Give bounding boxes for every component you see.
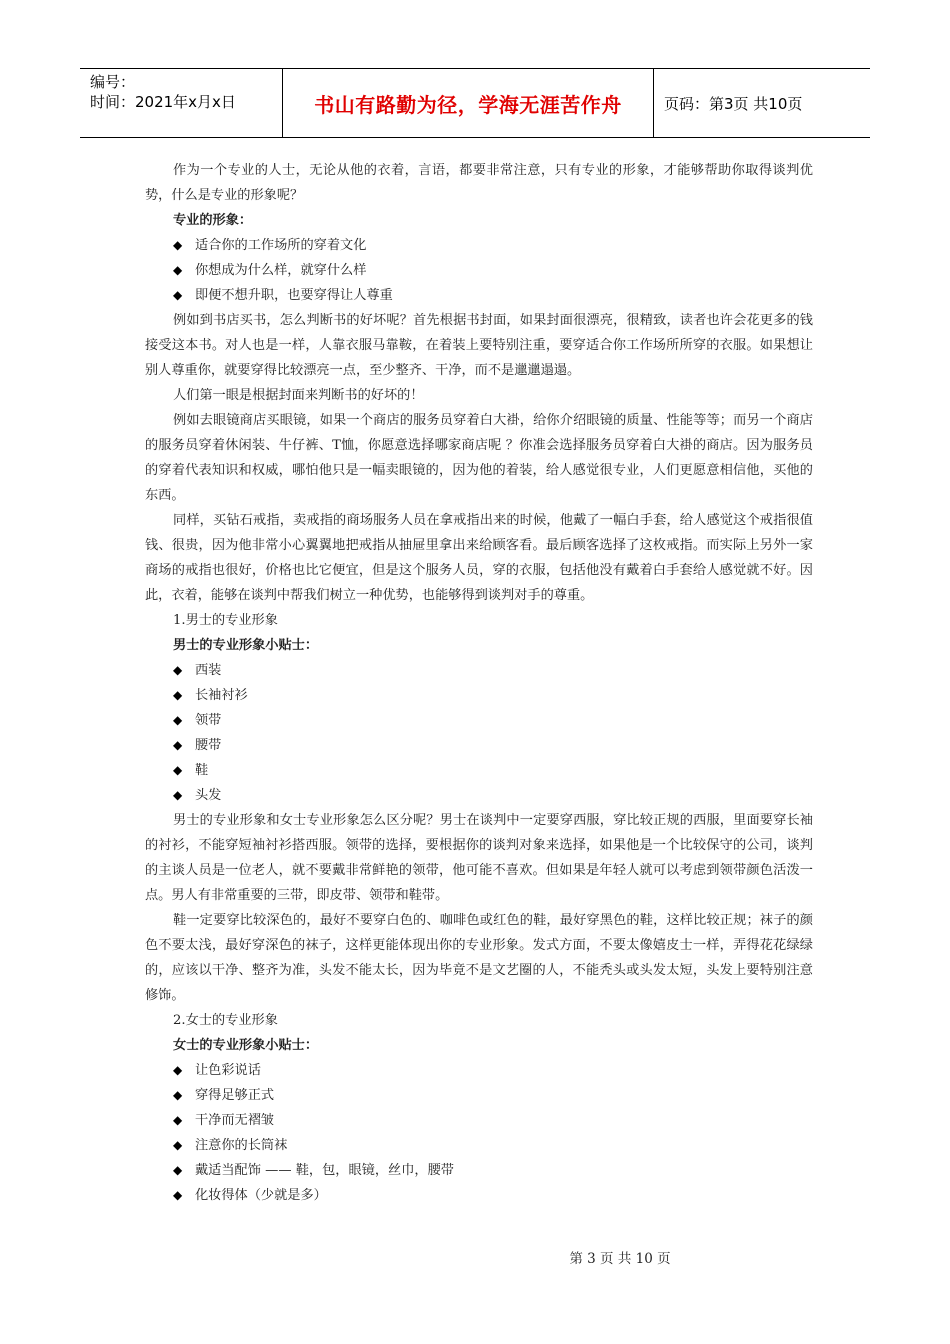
document-time-label: 时间：2021年x月x日	[90, 93, 236, 111]
page-footer: 第 3 页 共 10 页	[569, 1251, 671, 1267]
list-item	[145, 1183, 813, 1208]
bullet-diamond-icon: ◆	[173, 788, 183, 802]
list-item-text: 戴适当配饰 —— 鞋，包，眼镜，丝巾，腰带	[195, 1163, 454, 1178]
page-header	[80, 68, 870, 138]
list-item	[145, 1058, 813, 1083]
paragraph-bookstore: 例如到书店买书，怎么判断书的好坏呢？首先根据书封面，如果封面很漂亮，很精致，读者也许会花更多的钱接受这本书。对人也是一样，人靠衣服马靠鞍，在着装上要特别注重，要穿适合你工作场所所穿的衣服。如果想让别人尊重你，就要穿得比较漂亮一点，至少整齐、干净，而不是邋邋遢遢。	[145, 313, 813, 378]
paragraph-intro: 作为一个专业的人士，无论从他的衣着，言语，都要非常注意，只有专业的形象，才能够帮助你取得谈判优势，什么是专业的形象呢？	[145, 163, 813, 203]
paragraph-diamond-ring: 同样，买钻石戒指，卖戒指的商场服务人员在拿戒指出来的时候，他戴了一幅白手套，给人感觉这个戒指很值钱、很贵，因为他非常小心翼翼地把戒指从抽屉里拿出来给顾客看。最后顾客选择了这枚戒指。而实际上另外一家商场的戒指也很好，价格也比它便宜，但是这个服务人员，穿的衣服，包括他没有戴着白手套给人感觉就不好。因此，衣着，能够在谈判中帮我们树立一种优势，也能够得到谈判对手的尊重。	[145, 513, 813, 603]
bullet-diamond-icon: ◆	[173, 663, 183, 677]
pro-image-title: 专业的形象：	[173, 213, 253, 228]
list-item	[145, 233, 813, 258]
header-motto-cell	[283, 69, 654, 137]
list-item	[145, 1108, 813, 1133]
bullet-diamond-icon: ◆	[173, 1063, 183, 1077]
list-item	[145, 733, 813, 758]
list-item-text: 穿得足够正式	[195, 1088, 275, 1103]
list-item-text: 长袖衬衫	[195, 688, 248, 703]
men-section-heading: 1.男士的专业形象	[173, 613, 278, 628]
list-item	[145, 658, 813, 683]
header-page-cell	[654, 69, 870, 137]
list-item-text: 干净而无褶皱	[195, 1113, 275, 1128]
women-tips-title: 女士的专业形象小贴士：	[173, 1038, 319, 1053]
list-item-text: 你想成为什么样，就穿什么样	[195, 263, 367, 278]
list-item-text: 即便不想升职，也要穿得让人尊重	[195, 288, 393, 303]
list-item-text: 领带	[195, 713, 222, 728]
document-body	[145, 158, 813, 1208]
bullet-diamond-icon: ◆	[173, 1113, 183, 1127]
list-item	[145, 1133, 813, 1158]
bullet-diamond-icon: ◆	[173, 263, 183, 277]
paragraph-glasses-store: 例如去眼镜商店买眼镜，如果一个商店的服务员穿着白大褂，给你介绍眼镜的质量、性能等等；而另一个商店的服务员穿着休闲装、牛仔裤、T恤，你愿意选择哪家商店呢 ？你准会选择服务员穿着白大褂的商店。因为服务员的穿着代表知识和权威，哪怕他只是一幅卖眼镜的，因为他的着装，给人感觉很专业，人们更愿意相信他，买他的东西。	[145, 413, 813, 503]
bullet-diamond-icon: ◆	[173, 1088, 183, 1102]
list-item-text: 西装	[195, 663, 222, 678]
bullet-diamond-icon: ◆	[173, 1138, 183, 1152]
list-item	[145, 708, 813, 733]
bullet-diamond-icon: ◆	[173, 1188, 183, 1202]
list-item	[145, 783, 813, 808]
bullet-diamond-icon: ◆	[173, 688, 183, 702]
bullet-diamond-icon: ◆	[173, 238, 183, 252]
list-item	[145, 683, 813, 708]
women-section-heading: 2.女士的专业形象	[173, 1013, 278, 1028]
paragraph-shoes-hair: 鞋一定要穿比较深色的，最好不要穿白色的、咖啡色或红色的鞋，最好穿黑色的鞋，这样比较正规；袜子的颜色不要太浅，最好穿深色的袜子，这样更能体现出你的专业形象。发式方面，不要太像嬉皮士一样，弄得花花绿绿的，应该以干净、整齐为准，头发不能太长，因为毕竟不是文艺圈的人，不能秃头或头发太短，头发上要特别注意修饰。	[145, 913, 813, 1003]
list-item	[145, 258, 813, 283]
header-motto: 书山有路勤为径，学海无涯苦作舟	[314, 93, 622, 117]
list-item-text: 鞋	[195, 763, 209, 778]
bullet-diamond-icon: ◆	[173, 763, 183, 777]
paragraph-first-glance: 人们第一眼是根据封面来判断书的好坏的！	[173, 388, 424, 403]
bullet-diamond-icon: ◆	[173, 713, 183, 727]
list-item	[145, 283, 813, 308]
header-meta-cell	[80, 69, 283, 137]
bullet-diamond-icon: ◆	[173, 738, 183, 752]
header-page-info: 页码：第3页 共10页	[664, 95, 803, 113]
list-item-text: 头发	[195, 788, 222, 803]
document-number-label: 编号：	[90, 73, 136, 91]
list-item-text: 腰带	[195, 738, 222, 753]
list-item-text: 让色彩说话	[195, 1063, 261, 1078]
list-item	[145, 1083, 813, 1108]
list-item-text: 化妆得体（少就是多）	[195, 1188, 327, 1203]
bullet-diamond-icon: ◆	[173, 288, 183, 302]
men-tips-title: 男士的专业形象小贴士：	[173, 638, 319, 653]
bullet-diamond-icon: ◆	[173, 1163, 183, 1177]
list-item	[145, 758, 813, 783]
list-item-text: 适合你的工作场所的穿着文化	[195, 238, 367, 253]
paragraph-men-attire: 男士的专业形象和女士专业形象怎么区分呢？男士在谈判中一定要穿西服，穿比较正规的西服，里面要穿长袖的衬衫，不能穿短袖衬衫搭西服。领带的选择，要根据你的谈判对象来选择，如果他是一个比较保守的公司，谈判的主谈人员是一位老人，就不要戴非常鲜艳的领带，他可能不喜欢。但如果是年轻人就可以考虑到领带颜色活泼一点。男人有非常重要的三带，即皮带、领带和鞋带。	[145, 813, 813, 903]
list-item-text: 注意你的长筒袜	[195, 1138, 288, 1153]
list-item	[145, 1158, 813, 1183]
